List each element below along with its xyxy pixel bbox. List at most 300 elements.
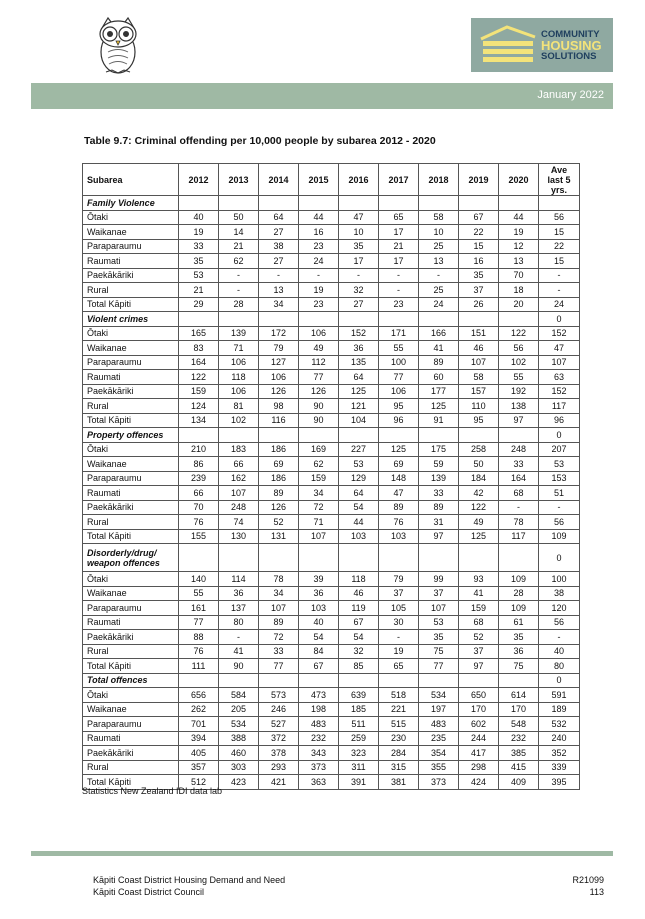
house-bars-icon: [479, 25, 537, 65]
table-cell: 138: [499, 399, 539, 414]
row-label: Raumati: [83, 731, 179, 746]
table-cell: 63: [539, 370, 580, 385]
table-cell: 388: [219, 731, 259, 746]
table-cell: 323: [339, 746, 379, 761]
table-cell: 21: [179, 283, 219, 298]
table-cell: 39: [299, 572, 339, 587]
table-cell: -: [539, 500, 580, 515]
table-cell: 177: [419, 384, 459, 399]
table-cell: 548: [499, 717, 539, 732]
table-cell: 89: [379, 500, 419, 515]
col-header-ave: Ave last 5 yrs.: [539, 164, 580, 196]
table-cell: 125: [459, 529, 499, 544]
table-cell: 27: [339, 297, 379, 312]
table-cell: 248: [219, 500, 259, 515]
table-cell: 80: [219, 615, 259, 630]
table-cell: 373: [299, 760, 339, 775]
table-cell: 10: [339, 225, 379, 240]
group-header-cell: [459, 196, 499, 211]
col-header-2013: 2013: [219, 164, 259, 196]
table-cell: 207: [539, 442, 580, 457]
table-cell: 248: [499, 442, 539, 457]
table-cell: 24: [419, 297, 459, 312]
table-cell: 102: [219, 413, 259, 428]
group-header-cell: [179, 312, 219, 327]
group-header-cell: 0: [539, 673, 580, 688]
table-cell: 96: [379, 413, 419, 428]
group-label: Family Violence: [83, 196, 179, 211]
table-cell: 298: [459, 760, 499, 775]
table-cell: 64: [339, 370, 379, 385]
table-cell: 162: [219, 471, 259, 486]
group-label: Disorderly/drug/ weapon offences: [83, 544, 179, 572]
table-body: [83, 196, 580, 790]
table-cell: 159: [459, 601, 499, 616]
table-cell: 232: [299, 731, 339, 746]
table-cell: -: [299, 268, 339, 283]
table-row: [83, 746, 580, 761]
table-cell: 20: [499, 297, 539, 312]
table-cell: 258: [459, 442, 499, 457]
table-row: [83, 210, 580, 225]
table-row: [83, 239, 580, 254]
table-cell: 97: [419, 529, 459, 544]
table-cell: 157: [459, 384, 499, 399]
table-cell: 19: [499, 225, 539, 240]
table-cell: 19: [299, 283, 339, 298]
table-cell: 363: [299, 775, 339, 790]
table-row: [83, 225, 580, 240]
table-cell: 161: [179, 601, 219, 616]
table-cell: 15: [459, 239, 499, 254]
table-cell: 56: [499, 341, 539, 356]
table-cell: 352: [539, 746, 580, 761]
table-cell: 107: [539, 355, 580, 370]
table-cell: 88: [179, 630, 219, 645]
group-header-row: [83, 673, 580, 688]
table-cell: 62: [299, 457, 339, 472]
table-cell: 129: [339, 471, 379, 486]
table-cell: 591: [539, 688, 580, 703]
table-cell: -: [339, 268, 379, 283]
table-row: [83, 297, 580, 312]
table-cell: 100: [539, 572, 580, 587]
table-cell: 35: [499, 630, 539, 645]
table-cell: 139: [419, 471, 459, 486]
table-cell: 23: [299, 297, 339, 312]
table-cell: 106: [219, 355, 259, 370]
group-header-cell: [379, 428, 419, 443]
table-cell: 27: [259, 254, 299, 269]
table-cell: 47: [539, 341, 580, 356]
row-label: Raumati: [83, 254, 179, 269]
table-cell: 37: [459, 644, 499, 659]
table-cell: 65: [379, 659, 419, 674]
footer-left: [93, 874, 285, 898]
group-header-cell: [499, 196, 539, 211]
table-cell: 28: [219, 297, 259, 312]
table-cell: 53: [339, 457, 379, 472]
table-cell: 221: [379, 702, 419, 717]
table-cell: 65: [379, 210, 419, 225]
table-cell: 656: [179, 688, 219, 703]
table-cell: 417: [459, 746, 499, 761]
table-cell: 97: [459, 659, 499, 674]
footer-band: [31, 851, 613, 856]
table-cell: 93: [459, 572, 499, 587]
row-label: Ōtaki: [83, 572, 179, 587]
group-header-cell: [419, 312, 459, 327]
table-cell: 355: [419, 760, 459, 775]
table-cell: 33: [419, 486, 459, 501]
row-label: Rural: [83, 760, 179, 775]
table-cell: 66: [179, 486, 219, 501]
table-cell: 55: [179, 586, 219, 601]
group-header-cell: [299, 196, 339, 211]
table-row: [83, 457, 580, 472]
group-header-cell: [219, 196, 259, 211]
table-cell: 423: [219, 775, 259, 790]
table-cell: 103: [339, 529, 379, 544]
table-cell: 127: [259, 355, 299, 370]
footer-page-number: 113: [589, 887, 604, 897]
table-cell: 126: [259, 384, 299, 399]
table-cell: 25: [419, 283, 459, 298]
table-cell: 114: [219, 572, 259, 587]
table-cell: 21: [379, 239, 419, 254]
table-cell: 41: [219, 644, 259, 659]
table-cell: 140: [179, 572, 219, 587]
table-cell: 183: [219, 442, 259, 457]
table-cell: 89: [259, 486, 299, 501]
table-cell: 103: [299, 601, 339, 616]
group-header-cell: [499, 673, 539, 688]
footer-report-code: R21099: [572, 875, 604, 885]
table-cell: 67: [339, 615, 379, 630]
table-cell: 23: [379, 297, 419, 312]
table-cell: 232: [499, 731, 539, 746]
table-cell: 122: [179, 370, 219, 385]
footer-report-title: Kāpiti Coast District Housing Demand and Need: [93, 875, 286, 885]
table-cell: 106: [299, 326, 339, 341]
table-cell: 75: [499, 659, 539, 674]
group-header-cell: [259, 428, 299, 443]
table-cell: 91: [419, 413, 459, 428]
table-cell: 112: [299, 355, 339, 370]
table-row: [83, 529, 580, 544]
table-cell: 109: [539, 529, 580, 544]
table-row: [83, 254, 580, 269]
table-cell: 110: [459, 399, 499, 414]
table-cell: 70: [499, 268, 539, 283]
table-cell: 78: [499, 515, 539, 530]
table-cell: 97: [499, 413, 539, 428]
table-cell: 40: [299, 615, 339, 630]
owl-logo-icon: [94, 14, 142, 76]
table-cell: 15: [539, 254, 580, 269]
table-cell: 64: [339, 486, 379, 501]
row-label: Ōtaki: [83, 210, 179, 225]
group-header-row: [83, 196, 580, 211]
table-cell: 339: [539, 760, 580, 775]
table-cell: 76: [179, 515, 219, 530]
table-cell: 165: [179, 326, 219, 341]
table-cell: 90: [299, 413, 339, 428]
row-label: Waikanae: [83, 341, 179, 356]
table-cell: 424: [459, 775, 499, 790]
col-header-2015: 2015: [299, 164, 339, 196]
table-cell: 41: [459, 586, 499, 601]
table-cell: 17: [339, 254, 379, 269]
table-cell: 527: [259, 717, 299, 732]
table-cell: 259: [339, 731, 379, 746]
group-header-cell: [379, 312, 419, 327]
table-cell: 135: [339, 355, 379, 370]
group-header-cell: [219, 428, 259, 443]
table-cell: 89: [259, 615, 299, 630]
group-header-row: [83, 428, 580, 443]
table-cell: 68: [459, 615, 499, 630]
group-header-cell: [539, 196, 580, 211]
table-cell: 37: [419, 586, 459, 601]
table-cell: 394: [179, 731, 219, 746]
table-cell: 58: [419, 210, 459, 225]
table-cell: 13: [419, 254, 459, 269]
table-cell: 205: [219, 702, 259, 717]
table-cell: -: [379, 630, 419, 645]
table-cell: 25: [419, 239, 459, 254]
table-cell: 415: [499, 760, 539, 775]
table-cell: 13: [499, 254, 539, 269]
table-cell: -: [379, 283, 419, 298]
group-header-cell: [499, 544, 539, 572]
offending-table: [82, 163, 580, 790]
table-header-row: [83, 164, 580, 196]
table-cell: 118: [339, 572, 379, 587]
row-label: Paekākāriki: [83, 500, 179, 515]
table-cell: 421: [259, 775, 299, 790]
table-row: [83, 630, 580, 645]
table-cell: 246: [259, 702, 299, 717]
table-row: [83, 355, 580, 370]
table-row: [83, 659, 580, 674]
group-header-cell: [259, 312, 299, 327]
table-cell: 512: [179, 775, 219, 790]
row-label: Raumati: [83, 615, 179, 630]
table-cell: 118: [219, 370, 259, 385]
table-cell: 515: [379, 717, 419, 732]
table-cell: 85: [339, 659, 379, 674]
row-label: Waikanae: [83, 457, 179, 472]
table-cell: 66: [219, 457, 259, 472]
table-cell: 95: [459, 413, 499, 428]
table-cell: 21: [219, 239, 259, 254]
row-label: Rural: [83, 283, 179, 298]
table-cell: 584: [219, 688, 259, 703]
group-header-cell: [379, 544, 419, 572]
table-cell: 293: [259, 760, 299, 775]
row-label: Waikanae: [83, 586, 179, 601]
table-cell: 148: [379, 471, 419, 486]
table-cell: 58: [459, 370, 499, 385]
table-cell: 385: [499, 746, 539, 761]
group-label: Total offences: [83, 673, 179, 688]
row-label: Waikanae: [83, 702, 179, 717]
table-cell: 53: [179, 268, 219, 283]
table-cell: 186: [259, 471, 299, 486]
table-row: [83, 702, 580, 717]
table-cell: 37: [459, 283, 499, 298]
table-row: [83, 341, 580, 356]
table-cell: 32: [339, 644, 379, 659]
table-cell: 131: [259, 529, 299, 544]
table-cell: 164: [499, 471, 539, 486]
table-cell: 41: [419, 341, 459, 356]
table-row: [83, 442, 580, 457]
table-cell: 44: [339, 515, 379, 530]
table-cell: 104: [339, 413, 379, 428]
table-row: [83, 601, 580, 616]
table-row: [83, 486, 580, 501]
group-header-cell: [219, 544, 259, 572]
col-header-subarea: Subarea: [83, 164, 179, 196]
table-cell: 107: [219, 486, 259, 501]
table-cell: 72: [299, 500, 339, 515]
table-cell: -: [219, 283, 259, 298]
group-header-cell: [299, 428, 339, 443]
row-label: Waikanae: [83, 225, 179, 240]
table-row: [83, 370, 580, 385]
table-cell: 602: [459, 717, 499, 732]
table-cell: 18: [499, 283, 539, 298]
table-row: [83, 515, 580, 530]
table-cell: 395: [539, 775, 580, 790]
col-header-2020: 2020: [499, 164, 539, 196]
row-label: Ōtaki: [83, 442, 179, 457]
col-header-2016: 2016: [339, 164, 379, 196]
table-row: [83, 283, 580, 298]
group-header-cell: [419, 544, 459, 572]
table-cell: 284: [379, 746, 419, 761]
table-cell: -: [419, 268, 459, 283]
table-cell: 75: [419, 644, 459, 659]
table-cell: 152: [539, 326, 580, 341]
table-cell: 117: [499, 529, 539, 544]
row-label: Paraparaumu: [83, 471, 179, 486]
table-cell: 60: [419, 370, 459, 385]
table-cell: 409: [499, 775, 539, 790]
group-header-cell: [459, 673, 499, 688]
row-label: Total Kāpiti: [83, 529, 179, 544]
table-cell: 244: [459, 731, 499, 746]
table-cell: 391: [339, 775, 379, 790]
table-row: [83, 688, 580, 703]
col-header-2014: 2014: [259, 164, 299, 196]
table-cell: 52: [259, 515, 299, 530]
table-cell: 111: [179, 659, 219, 674]
row-label: Paekākāriki: [83, 384, 179, 399]
table-cell: 378: [259, 746, 299, 761]
table-row: [83, 760, 580, 775]
group-header-cell: [179, 428, 219, 443]
table-cell: 13: [259, 283, 299, 298]
table-cell: 153: [539, 471, 580, 486]
group-header-cell: [219, 312, 259, 327]
table-cell: 106: [379, 384, 419, 399]
table-cell: 54: [339, 500, 379, 515]
table-cell: 192: [499, 384, 539, 399]
group-header-cell: [299, 673, 339, 688]
group-header-cell: [419, 196, 459, 211]
table-cell: 122: [459, 500, 499, 515]
table-cell: 124: [179, 399, 219, 414]
group-header-cell: [299, 312, 339, 327]
group-header-cell: [379, 196, 419, 211]
table-cell: 105: [379, 601, 419, 616]
group-header-cell: [259, 673, 299, 688]
table-row: [83, 268, 580, 283]
table-cell: 90: [219, 659, 259, 674]
table-cell: 189: [539, 702, 580, 717]
table-cell: 650: [459, 688, 499, 703]
table-cell: 35: [179, 254, 219, 269]
table-cell: 67: [459, 210, 499, 225]
table-cell: 56: [539, 210, 580, 225]
table-cell: 117: [539, 399, 580, 414]
table-cell: 33: [259, 644, 299, 659]
table-cell: 46: [339, 586, 379, 601]
table-cell: 79: [259, 341, 299, 356]
table-cell: 33: [179, 239, 219, 254]
table-cell: 44: [499, 210, 539, 225]
table-cell: 69: [379, 457, 419, 472]
table-cell: 116: [259, 413, 299, 428]
group-header-cell: [339, 312, 379, 327]
table-cell: 71: [219, 341, 259, 356]
table-cell: 36: [219, 586, 259, 601]
row-label: Paraparaumu: [83, 239, 179, 254]
table-cell: 77: [299, 370, 339, 385]
group-label: Property offences: [83, 428, 179, 443]
row-label: Rural: [83, 644, 179, 659]
table-cell: 354: [419, 746, 459, 761]
table-row: [83, 326, 580, 341]
table-cell: 37: [379, 586, 419, 601]
table-cell: 303: [219, 760, 259, 775]
table-cell: -: [539, 268, 580, 283]
table-cell: 169: [299, 442, 339, 457]
table-cell: 171: [379, 326, 419, 341]
table-row: [83, 717, 580, 732]
table-cell: 77: [379, 370, 419, 385]
table-cell: 164: [179, 355, 219, 370]
table-row: [83, 615, 580, 630]
table-row: [83, 471, 580, 486]
row-label: Paraparaumu: [83, 717, 179, 732]
table-cell: 78: [259, 572, 299, 587]
table-cell: 343: [299, 746, 339, 761]
table-row: [83, 500, 580, 515]
table-cell: 240: [539, 731, 580, 746]
table-cell: 38: [259, 239, 299, 254]
table-cell: 36: [339, 341, 379, 356]
table-cell: 79: [379, 572, 419, 587]
table-cell: 152: [339, 326, 379, 341]
table-cell: 170: [499, 702, 539, 717]
row-label: Paraparaumu: [83, 601, 179, 616]
table-cell: 28: [499, 586, 539, 601]
table-cell: 151: [459, 326, 499, 341]
